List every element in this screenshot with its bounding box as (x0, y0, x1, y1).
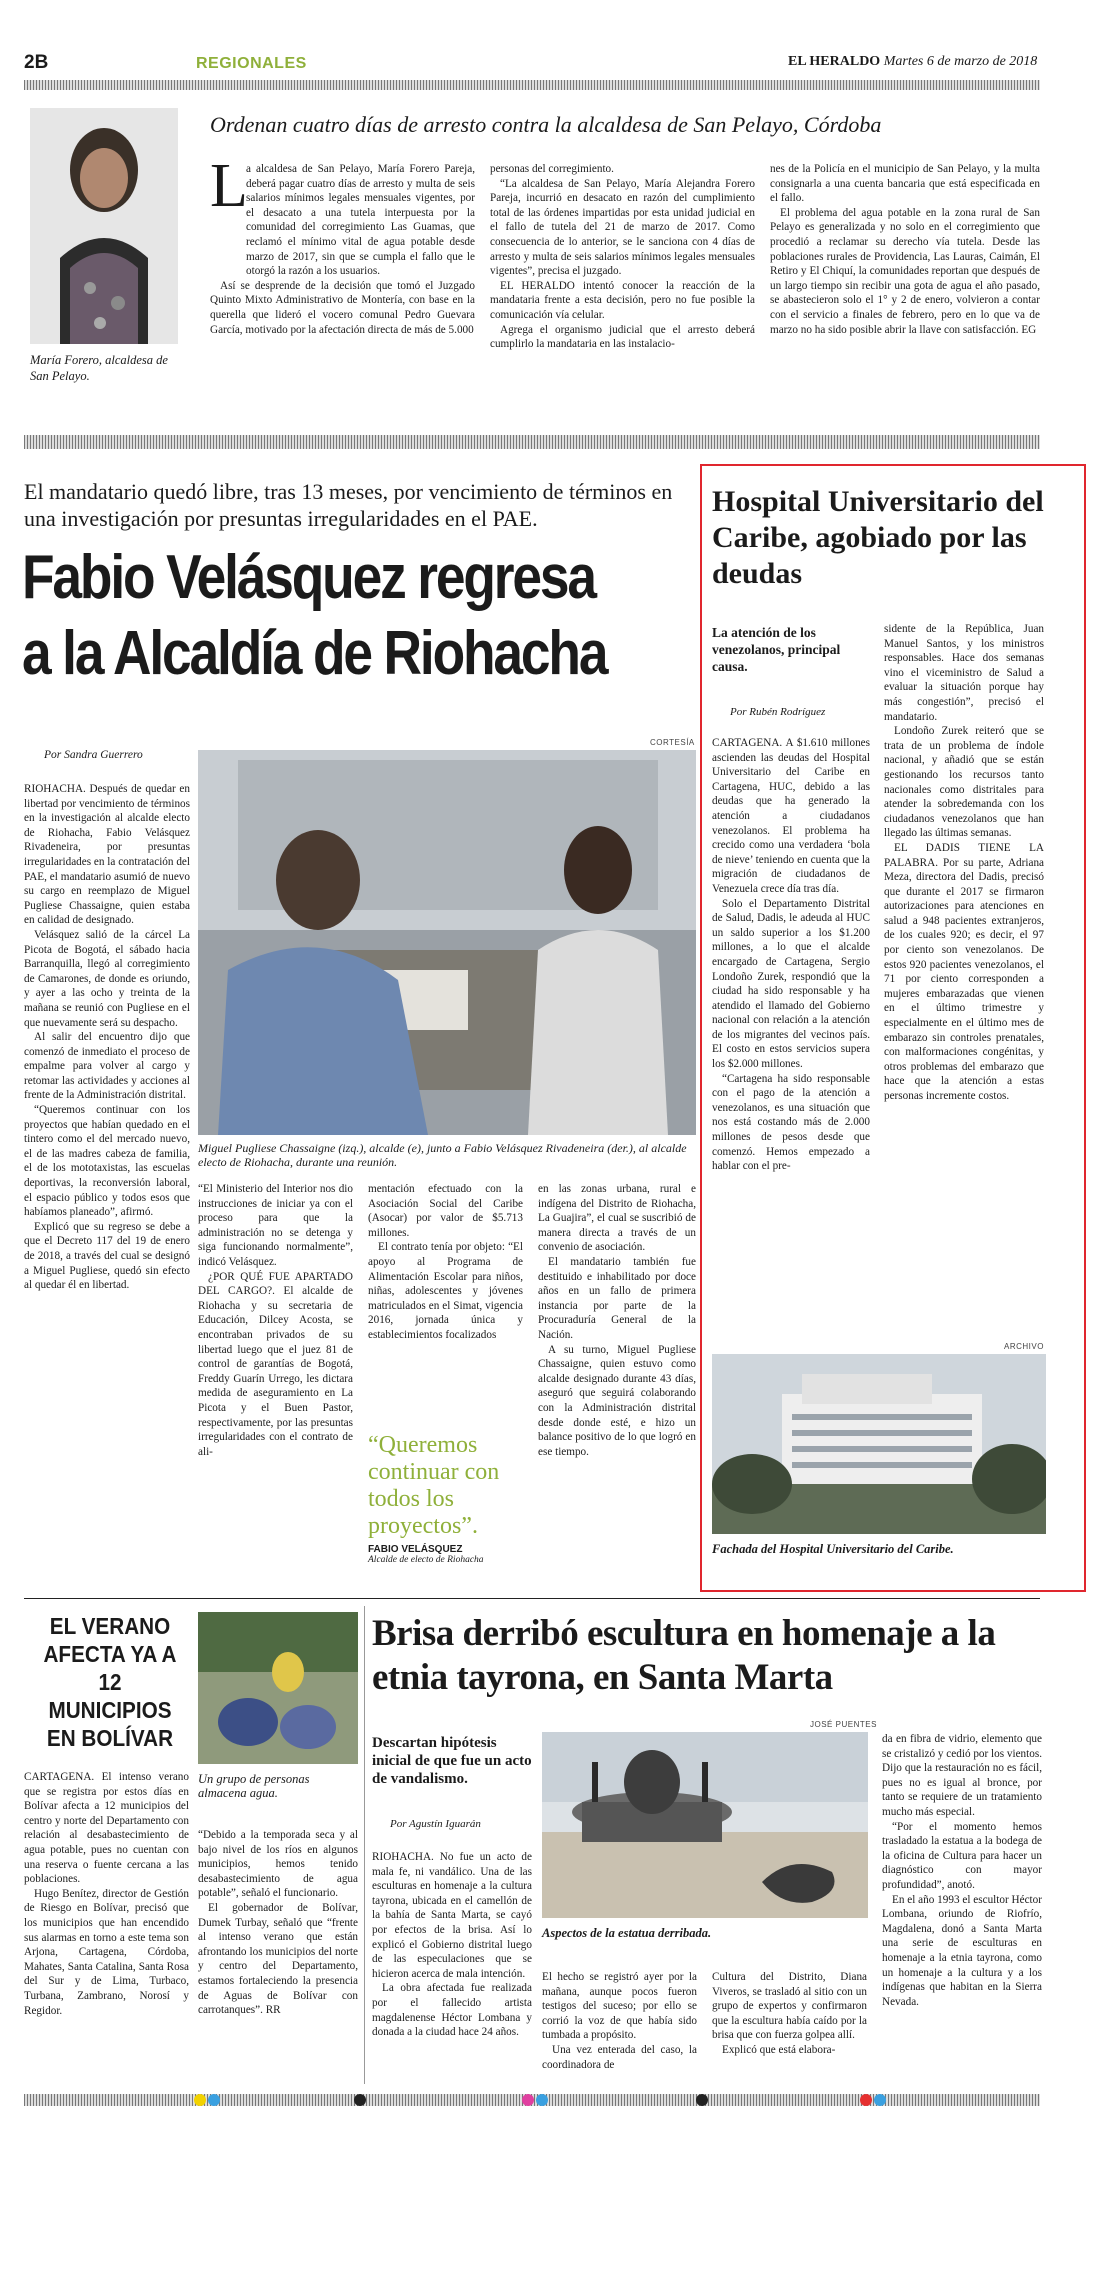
story4-headline: EL VERANO AFECTA YA A 12 MUNICIPIOS EN BOLÍVAR (43, 1613, 177, 1751)
story5-paragraph: Una vez enterada del caso, la coordinadora de (542, 2043, 697, 2071)
mayor-photo-caption: María Forero, alcaldesa de San Pelayo. (30, 353, 168, 383)
hospital-photo-caption: Fachada del Hospital Universitario del Caribe. (712, 1542, 954, 1556)
mayor-portrait-photo (30, 108, 178, 344)
story2-col3 (368, 1182, 523, 1343)
story5-col3 (712, 1970, 867, 2058)
story3-paragraph: “Cartagena ha sido responsable con el pago de la atención a venezolanos, es una situación que nos está costando más de 2.000 millones de pesos desde que comenzó. Hemos empezado a hablar con el pre- (712, 1072, 870, 1173)
water-storage-photo (198, 1612, 358, 1764)
story3-col2 (884, 622, 1044, 1104)
story2-paragraph: Velásquez salió de la cárcel La Picota de Bogotá, el sábado hacia Barranquilla, llegó al corregimiento de Camarones, de donde es oriundo, y ayer a las ocho y treinta de la mañana se reunió con Pugliese en el que nuevamente será su despacho. (24, 928, 190, 1029)
registration-dot (194, 2094, 206, 2106)
page-number: 2B (24, 52, 49, 73)
story1-headline: Ordenan cuatro días de arresto contra la alcaldesa de San Pelayo, Córdoba (210, 112, 882, 137)
statue-photo-caption: Aspectos de la estatua derribada. (542, 1926, 712, 1940)
story5-deck: Descartan hipótesis inicial de que fue un acto de vandalismo. (372, 1735, 532, 1787)
story3-paragraph: CARTAGENA. A $1.610 millones ascienden las deudas del Hospital Universitario del Caribe en Cartagena, HUC, debido a las deudas que ha generado la atención a ciudadanos venezolanos. El problema ha crecido como una verdadera ‘bola de nieve’ teniendo en cuenta que la migración de ciudadanos de Venezuela crece día tras día. (712, 737, 870, 895)
section-divider (24, 435, 1040, 449)
issue-date: Martes 6 de marzo de 2018 (883, 54, 1038, 69)
story2-headline-line: Fabio Velásquez regresa (22, 543, 595, 612)
story3-byline: Por Rubén Rodríguez (730, 706, 826, 718)
story2-paragraph: “Queremos continuar con los proyectos que habían quedado en el tintero como el del mercado nuevo, el de las madres cabeza de familia, el de los mototaxistas, las escuelas deportivas, la reconversión laboral, el espacio público y todos esos que habíamos planeado”, afirmó. (24, 1104, 190, 1219)
story3-paragraph: Londoño Zurek reiteró que se trata de un problema de índole nacional, y añadió que se están gestionando los recursos tanto nacionales como distritales para atender la sobredemanda con los ciudadanos venezolanos que han llegado las últimas semanas. (884, 725, 1044, 840)
story1-paragraph: Así se desprende de la decisión que tomó el Juzgado Quinto Mixto Administrativo de Montería, con base en la querella que lideró el vocero comunal Pedro Guevara García, motivado por la afectación directa de más de 5.000 (210, 279, 475, 336)
story3-col1 (712, 736, 870, 1174)
registration-marks (24, 2094, 1040, 2106)
story4-col2 (198, 1828, 358, 2018)
story2-paragraph: RIOHACHA. Después de quedar en libertad por vencimiento de términos en la investigación al alcalde electo de Riohacha, Fabio Velásquez Rivadeneira, por presuntas irregularidades en la contratación del PAE, el mandatario asumió de nuevo su cargo en reemplazo de Miguel Pugliese Chassaigne, quien estaba en calidad de designado. (24, 783, 190, 927)
masthead (788, 54, 1037, 70)
story2-paragraph: mentación efectuado con la Asociación Social del Caribe (Asocar) por valor de $5.713 millones. (368, 1183, 523, 1239)
story2-paragraph: A su turno, Miguel Pugliese Chassaigne, quien estuvo como alcalde designado durante 43 días, aseguró que seguirá colaborando con la Administración distrital desde donde esté, e hizo un balance positivo de lo que logró en ese tiempo. (538, 1343, 696, 1458)
statue-photo (542, 1732, 868, 1918)
story2-headline-line: a la Alcaldía de Riohacha (22, 619, 607, 688)
story1-paragraph: nes de la Policía en el municipio de San Pelayo, y la multa consignarla a una cuenta bancaria que está especificada en el fallo. (770, 163, 1040, 205)
story2-col4 (538, 1182, 696, 1459)
story2-paragraph: Al salir del encuentro dijo que comenzó de inmediato el proceso de empalme para volver al cargo y retomar las actividades y acciones al frente de la Administración distrital. (24, 1031, 190, 1102)
story5-paragraph: La obra afectada fue realizada por el fallecido artista magdalenense Héctor Lombana y donada a la ciudad hace 24 años. (372, 1982, 532, 2039)
story4-paragraph: El gobernador de Bolívar, Dumek Turbay, señaló que “frente al intenso verano que están afrontando los municipios del norte y centro del Departamento, estamos fortaleciendo la presencia de Aguas de Bolívar con carrotanques”. RR (198, 1901, 358, 2017)
story2-paragraph: El contrato tenía por objeto: “El apoyo al Programa de Alimentación Escolar para niños, niñas, adolescentes y jóvenes matriculados en el Simat, vigencia 2016, jornada única y establecimientos focalizados (368, 1241, 523, 1341)
story5-byline: Por Agustín Iguarán (390, 1818, 481, 1830)
story2-headline (22, 540, 607, 692)
story5-paragraph: Explicó que está elabora- (722, 2043, 836, 2056)
story5-paragraph: El hecho se registró ayer por la mañana, aunque pocos fueron testigos del suceso; por ello se corrió la voz de que había sido tumbada a propósito. (542, 1971, 697, 2042)
story5-headline: Brisa derribó escultura en homenaje a la etnia tayrona, en Santa Marta (372, 1613, 996, 1698)
story1-col1 (210, 162, 475, 337)
story5-paragraph: da en fibra de vidrio, elemento que se cristalizó y cedió por los vientos. Dijo que la restauración no es fácil, pues no es igual al bronce, por tanto se requiere de un tratamiento mucho más especial. (882, 1733, 1043, 1818)
story5-paragraph: Cultura del Distrito, Diana Viveros, se trasladó al sitio con un grupo de expertos y confirmaron que la escultura había caído por la brisa que con fuerza golpea allí. (712, 1971, 867, 2042)
story2-paragraph: “El Ministerio del Interior nos dio instrucciones de iniciar ya con el proceso para que la administración no se detenga y siga funcionando normalmente”, indicó Velásquez. (198, 1183, 353, 1268)
registration-dot (208, 2094, 220, 2106)
story5-paragraph: RIOHACHA. No fue un acto de mala fe, ni vandálico. Una de las esculturas en homenaje a la cultura tayrona, ubicada en el camellón de la bahía de Santa Marta, se cayó por efectos de la brisa. Así lo explicó el Gobierno distrital luego de las especulaciones que se hicieron acerca de mala intención. (372, 1851, 532, 1980)
story2-col2 (198, 1182, 353, 1459)
story3-photo-credit: ARCHIVO (1004, 1342, 1044, 1351)
story2-paragraph: Explicó que su regreso se debe a que el Decreto 117 del 19 de enero de 2018, a través del cual se designó a Miguel Pugliese, quedó sin efecto al quedar él en libertad. (24, 1220, 190, 1292)
registration-dot (354, 2094, 366, 2106)
story5-paragraph: “Por el momento hemos trasladado la estatua a la bodega de la oficina de Cultura para hacer un diagnóstico con mayor profundidad”, anotó. (882, 1820, 1042, 1891)
drop-cap: L (210, 152, 248, 220)
meeting-photo-caption: Miguel Pugliese Chassaigne (izq.), alcalde (e), junto a Fabio Velásquez Rivadeneira (der.), al alcalde electo de Riohacha, durante una reunión. (198, 1141, 687, 1169)
story2-kicker: El mandatario quedó libre, tras 13 meses, por vencimiento de términos en una investigación por presuntas irregularidades en el PAE. (24, 479, 673, 531)
story5-photo-credit: JOSÉ PUENTES (810, 1720, 877, 1729)
header-rule (24, 80, 1040, 90)
story1-paragraph: Agrega el organismo judicial que el arresto deberá cumplirlo la mandataria en las instalacio- (490, 323, 755, 351)
story5-col2 (542, 1970, 697, 2072)
story5-paragraph: En el año 1993 el escultor Héctor Lombana, oriundo de Riofrío, Magdalena, donó a Santa Marta una serie de esculturas en homenaje a la etnia tayrona, como un homenaje a la cultura y a los indígenas que habitan en la Sierra Nevada. (882, 1893, 1042, 2008)
water-photo-caption: Un grupo de personas almacena agua. (198, 1772, 310, 1800)
story2-byline: Por Sandra Guerrero (44, 749, 143, 761)
story4-paragraph: “Debido a la temporada seca y al bajo nivel de los ríos en algunos municipios, hemos tenido desabastecimiento de agua potable”, señaló el funcionario. (198, 1829, 358, 1900)
story2-left-col (24, 782, 190, 1293)
story1-paragraph: “La alcaldesa de San Pelayo, María Alejandra Forero Pareja, incurrió en desacato en razón del cumplimiento total de las órdenes impartidas por esta unidad judicial en el fallo de tutela del 21 de marzo de 2017. Como consecuencia de lo anterior, se le sanciona con 4 días de arresto y multa de seis salarios mínimos legales mensuales vigentes”, precisa el juzgado. (490, 177, 755, 278)
hospital-photo (712, 1354, 1046, 1534)
story4-paragraph: CARTAGENA. El intenso verano que se registra por estos días en Bolívar afecta a 12 municipios del centro y norte del Departamento con relación al desabastecimiento de agua potable, pues no cuentan con una reserva o fuente cercana a las poblaciones. (24, 1771, 189, 1886)
story2-paragraph: en las zonas urbana, rural e indígena del Distrito de Riohacha, La Guajira”, el cual se suscribió de manera directa a través de un convenio de asociación. (538, 1183, 696, 1254)
story1-col3 (770, 162, 1040, 337)
story1-col2 (490, 162, 755, 352)
registration-dot (696, 2094, 708, 2106)
bottom-top-rule (24, 1598, 1040, 1599)
story2-photo-credit: CORTESÍA (650, 738, 695, 747)
story3-deck: La atención de los venezolanos, principal causa. (712, 625, 841, 674)
section-name: REGIONALES (196, 55, 307, 72)
registration-dot (522, 2094, 534, 2106)
registration-dot (536, 2094, 548, 2106)
story1-paragraph: El problema del agua potable en la zona rural de San Pelayo es generalizada y no solo en el corregimiento que procedió a reclamar su derecho vía tutela. Desde las poblaciones rurales de Providencia, Las Lauras, Caimán, El Retiro y El Chiquí, la comunidades reportan que después de un largo tiempo sin recibir una gota de agua el año pasado, se abastecieron solo el 1° y 2 de enero, volvieron a contar con el servicio a finales de febrero, pero en lo que va de marzo no ha sido posible abrir la llave con satisfacción. EG (770, 206, 1040, 336)
story3-paragraph: EL DADIS TIENE LA PALABRA. Por su parte, Adriana Meza, directora del Dadis, precisó que durante el 2017 se firmaron autorizaciones para atenciones en salud a 948 pacientes extranjeros, de los cuales 920; es decir, el 97 por ciento son venezolanos. De estos 920 pacientes venezolanos, el 71 por ciento corresponden a mujeres embarazadas que vienen en el último trimestre y especialmente en el último mes de embarazo sin controles prenatales, con malformaciones congénitas, y otros problemas del embarazo que hace que la atención a estas personas incremente costos. (884, 841, 1044, 1102)
meeting-photo (198, 750, 696, 1135)
story1-paragraph: personas del corregimiento. (490, 163, 614, 175)
story3-paragraph: sidente de la República, Juan Manuel Santos, y los ministros responsables. Hace dos semanas vino el viceministro de Salud a evaluar la situación porque hay más congestión”, precisó el mandatario. (884, 623, 1044, 723)
story1-paragraph: EL HERALDO intentó conocer la reacción de la mandataria frente a esta decisión, pero no fue posible la comunicación vía celular. (490, 279, 755, 321)
column-divider (364, 1606, 365, 2084)
pull-quote (368, 1432, 528, 1565)
story4-paragraph: Hugo Benítez, director de Gestión de Riesgo en Bolívar, precisó que los municipios que han encendido sus alarmas en torno a este tema son Arjona, Cartagena, Córdoba, Mahates, Santa Catalina, Santa Rosa del Sur y de Lima, Turbaco, Turbana, Zambrano, Norosí y Regidor. (24, 1887, 189, 2017)
story2-paragraph: El mandatario también fue destituido e inhabilitado por doce años en un fallo de primera instancia por parte de la Procuraduría General de la Nación. (538, 1255, 696, 1341)
story1-paragraph: a alcaldesa de San Pelayo, María Forero Pareja, deberá pagar cuatro días de arresto y multa de seis salarios mínimos legales mensuales vigentes, por el desacato a una tutela interpuesta por la comunidad del corregimiento Las Guamas, que reclamó el mínimo vital de agua potable desde marzo de 2017, sin que se cumpla el fallo que le otorgó la razón a los usuarios. (246, 163, 475, 278)
paper-name: EL HERALDO (788, 54, 881, 69)
story4-col1 (24, 1770, 189, 2018)
pull-quote-text: “Queremos continuar con todos los proyectos”. (368, 1432, 500, 1539)
story2-paragraph: ¿POR QUÉ FUE APARTADO DEL CARGO?. El alcalde de Riohacha y su secretaria de Educación, Dilcey Acosta, se encontraban privados de su libertad luego que el juez 81 de control de garantías de Bogotá, Freddy Guarín Urrego, les dictara medida de aseguramiento en La Picota y el Buen Pastor, respectivamente, por las presuntas irregularidades con el contrato de ali- (198, 1270, 353, 1458)
story3-headline: Hospital Universitario del Caribe, agobiado por las deudas (712, 485, 1044, 590)
story3-paragraph: Solo el Departamento Distrital de Salud, Dadis, le adeuda al HUC un saldo superior a los $1.200 millones, a lo que el alcalde encargado de Cartagena, Sergio Londoño Zurek, respondió que la ciudad ha sido responsable y ha atendido el llamado del Gobierno nacional con relación a la atención de los migrantes del vecinos país. El costo en estos servicios supera los $2.000 millones. (712, 897, 870, 1071)
story5-col1 (372, 1850, 532, 2040)
pull-quote-role: Alcalde de electo de Riohacha (368, 1555, 484, 1565)
pull-quote-name: FABIO VELÁSQUEZ (368, 1544, 463, 1555)
registration-dot (874, 2094, 886, 2106)
story5-col4 (882, 1732, 1042, 2009)
registration-dot (860, 2094, 872, 2106)
